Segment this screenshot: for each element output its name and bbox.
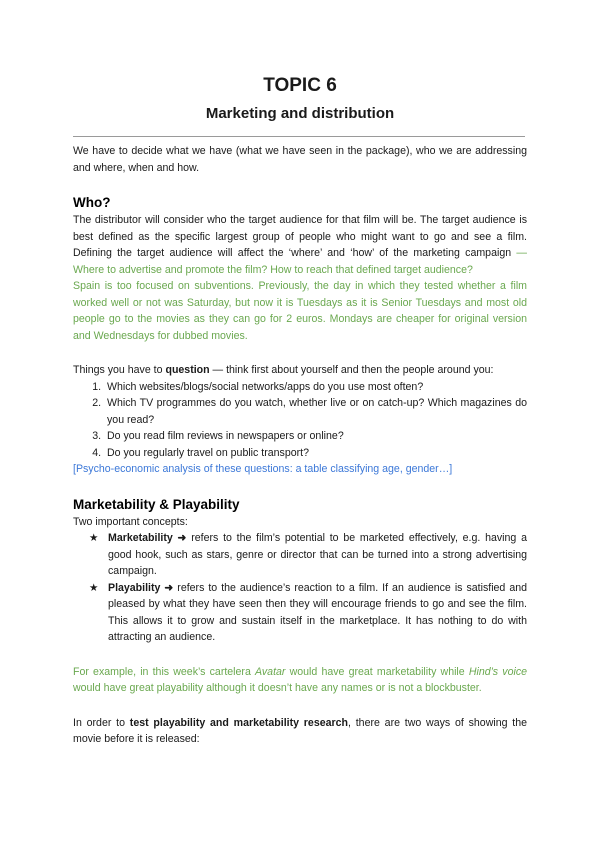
arrow-right-icon: ➜: [164, 581, 174, 594]
example-c: would have great playability although it doesn’t have any names or is not a blockbuster.: [73, 682, 482, 694]
star-icon: ★: [89, 532, 99, 544]
final-paragraph: [73, 715, 527, 748]
intro-paragraph: We have to decide what we have (what we have seen in the package), who we are addressing and where, when and how.: [73, 145, 527, 174]
who-question-note: — Where to advertise and promote the film? How to reach that defined target audience?: [73, 247, 527, 276]
who-text: The distributor will consider who the target audience for that film will be. The target audience is best defined as the specific largest group of people who might want to go and see a film. Defining the target audience will affect the ‘where’ and ‘how’ of the marketing campaign: [73, 214, 527, 259]
list-item: [89, 530, 527, 580]
document-body: [73, 143, 527, 748]
concepts-list: [73, 530, 527, 646]
marketability-definition: refers to the film’s potential to be marketed effectively, e.g. having a good hook, such as stars, genre or director that can be turned into a strong advertising campaign.: [108, 532, 527, 577]
star-icon: ★: [89, 581, 99, 594]
questions-list: [73, 379, 527, 462]
marketability-term: Marketability: [108, 532, 173, 544]
final-bold: test playability and marketability research: [129, 716, 348, 729]
marketability-heading: Marketability & Playability: [73, 496, 240, 512]
list-item: 2. Which TV programmes do you watch, whether live or on catch-up? Which magazines do you read?: [104, 395, 527, 428]
example-film-2: Hind’s voice: [468, 665, 528, 678]
playability-term: Playability: [108, 581, 161, 594]
analysis-note: [Psycho-economic analysis of these questions: a table classifying age, gender…]: [73, 463, 453, 475]
example-b: would have great marketability while: [285, 665, 469, 678]
questions-lead-b: — think first about yourself and then the people around you:: [209, 364, 494, 376]
final-b: , there are two ways of showing the movie before it is released:: [73, 716, 528, 745]
questions-lead: [73, 362, 527, 379]
playability-definition: refers to the audience’s reaction to a film. If an audience is satisfied and pleased by what they have seen then they will encourage friends to go and see the film. This allows it to grow and sustain itself in the marketplace. It has nothing to do with attracting an audience.: [108, 581, 527, 643]
questions-lead-bold: question: [165, 364, 210, 376]
list-item: 4. Do you regularly travel on public transport?: [104, 445, 527, 462]
page-title: TOPIC 6: [263, 75, 337, 96]
who-paragraph-1: [73, 212, 527, 278]
list-item: 1. Which websites/blogs/social networks/apps do you use most often?: [104, 379, 527, 396]
list-item: [89, 580, 527, 646]
title-divider: [73, 136, 525, 137]
concepts-lead: Two important concepts:: [73, 515, 188, 528]
who-paragraph-2: Spain is too focused on subventions. Previously, the day in which they tested whether a film worked well or not was Saturday, but now it is Tuesdays as it is Senior Tuesdays and most old people go to the movies as they can go for 2 euros. Mondays are cheaper for original version and Wednesdays for dubbed movies.: [73, 280, 527, 342]
who-heading: Who?: [73, 195, 111, 210]
example-film-1: Avatar: [255, 665, 286, 678]
list-item: 3. Do you read film reviews in newspapers or online?: [104, 428, 527, 445]
arrow-right-icon: ➜: [177, 532, 187, 544]
example-paragraph: [73, 664, 527, 697]
questions-lead-a: Things you have to: [73, 364, 166, 376]
example-a: For example, in this week’s cartelera: [73, 665, 256, 678]
final-a: In order to: [73, 716, 130, 729]
page-subtitle: Marketing and distribution: [205, 105, 395, 122]
